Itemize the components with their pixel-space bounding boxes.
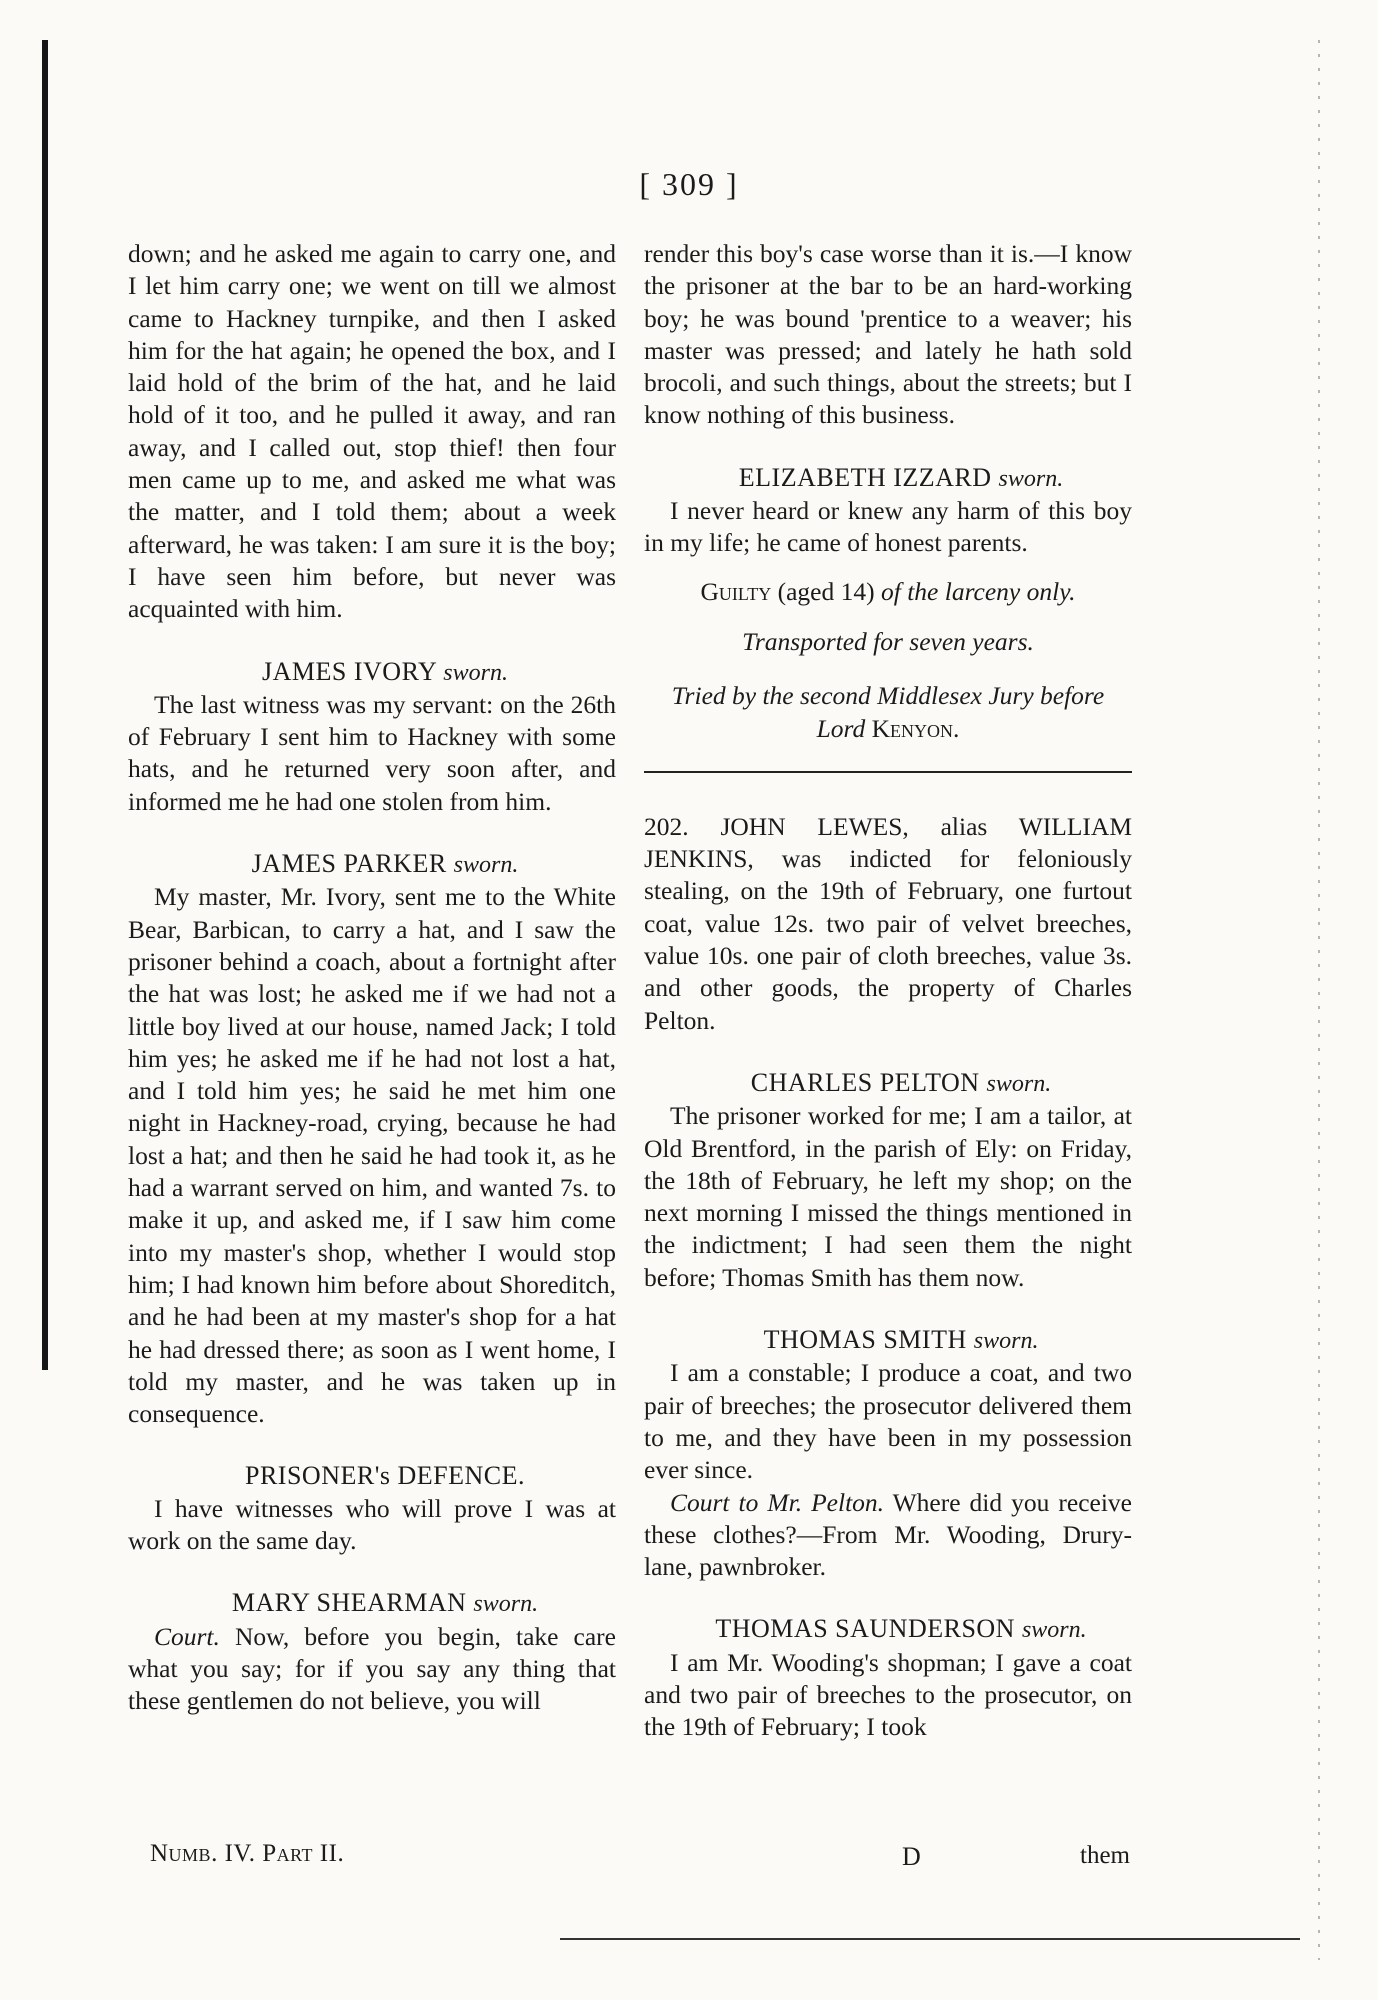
defence-heading: PRISONER's DEFENCE.: [245, 1461, 525, 1491]
verdict-age: (aged 14): [777, 576, 875, 606]
sworn-label: sworn.: [973, 1328, 1039, 1355]
continued-testimony: down; and he asked me again to carry one, and I let him carry one; we went on till we almost came to Hackney turnpike, and then I asked him for the hat again; he opened the box, and I laid hold of the brim of the hat, and he laid hold of it too, and he pulled it away, and ran away, and I called out, stop thief! then four men came up to me, and asked me what was the matter, and I told them; about a week afterward, he was taken: I am sure it is the boy; I have seen him before, but never was acquainted with him.: [128, 239, 616, 624]
witness-heading-parker: [128, 848, 616, 881]
page-number: [ 309 ]: [639, 166, 739, 202]
trial-line: [644, 680, 1132, 745]
witness-heading-pelton: [644, 1067, 1132, 1100]
court-admonition: Now, before you begin, take care what you say; for if you say any thing that these gentlemen do not believe, you will: [128, 1621, 616, 1716]
sworn-label: sworn.: [986, 1070, 1052, 1097]
continued-testimony: render this boy's case worse than it is.—I know the prisoner at the bar to be an hard-working boy; he was bound 'prentice to a weaver; his master was pressed; and lately he hath sold brocoli, and such things, about the streets; but I know nothing of this business.: [644, 239, 1132, 430]
right-margin-speckle: [1318, 40, 1320, 1960]
witness-heading-saunderson: [644, 1613, 1132, 1646]
sworn-label: sworn.: [1021, 1617, 1087, 1644]
verdict-detail: of the larceny only.: [881, 576, 1076, 606]
sworn-label: sworn.: [473, 1591, 539, 1618]
testimony-ivory: The last witness was my servant: on the 26th of February I sent him to Hackney with some hats, and he returned very soon after, and informed me he had one stolen from him.: [128, 689, 616, 816]
court-question: [644, 1487, 1132, 1584]
trial-lord: Lord: [816, 713, 866, 743]
testimony-izzard: I never heard or knew any harm of this boy in my life; he came of honest parents.: [644, 496, 1132, 558]
verdict-guilty: Guilty: [700, 576, 772, 606]
witness-name: THOMAS SAUNDERSON: [715, 1614, 1015, 1644]
witness-name: CHARLES PELTON: [750, 1067, 980, 1097]
sworn-label: sworn.: [998, 465, 1064, 492]
left-column: [128, 238, 616, 1717]
testimony-smith: I am a constable; I produce a coat, and two pair of breeches; the prosecutor delivered them to me, and they have been in my possession ever since.: [644, 1358, 1132, 1485]
witness-name: THOMAS SMITH: [763, 1325, 967, 1355]
witness-name: MARY SHEARMAN: [231, 1588, 467, 1618]
signature-mark: [150, 1840, 344, 1868]
testimony-parker: My master, Mr. Ivory, sent me to the White Bear, Barbican, to carry a hat, and I saw the prisoner behind a coach, about a fortnight after the hat was lost; he asked me if we had not a little boy lived at our house, named Jack; I told him yes; he asked me if he had not lost a hat, and I told him yes; he said he met him one night in Hackney-road, crying, because he had lost a hat; and then he said he had took it, as he had a warrant served on him, and wanted 7s. to make it up, and asked me, if I saw him come into my master's shop, whether I would stop him; I had known him before about Shoreditch, and he had been at my master's shop for a hat he had dressed there; as soon as I went home, I told my master, and he was taken up in consequence.: [128, 882, 616, 1429]
witness-heading-shearman: [128, 1587, 616, 1620]
court-label: Court.: [154, 1621, 220, 1651]
witness-name: JAMES PARKER: [251, 849, 447, 879]
court-exchange: Where did you receive these clothes?—From Mr. Wooding, Drury-lane, pawnbroker.: [644, 1487, 1132, 1582]
binding-edge-shadow: [42, 40, 48, 1370]
catchword: them: [1080, 1842, 1130, 1869]
case-divider-rule: [644, 771, 1132, 773]
witness-name: JAMES IVORY: [262, 656, 437, 686]
right-column: [644, 238, 1132, 1744]
testimony-pelton: The prisoner worked for me; I am a tailor, at Old Brentford, in the parish of Ely: on Friday, the 18th of February, he left my shop; on the next morning I missed the things mentioned in the indictment; I had seen them the night before; Thomas Smith has them now.: [644, 1101, 1132, 1292]
court-label: Court to Mr. Pelton.: [670, 1487, 885, 1517]
testimony-saunderson: I am Mr. Wooding's shopman; I gave a coat and two pair of breeches to the prosecutor, on the 19th of February; I took: [644, 1647, 1132, 1742]
signature-text: Numb. IV. Part II.: [150, 1840, 345, 1867]
witness-heading-izzard: [644, 462, 1132, 495]
witness-heading-ivory: [128, 656, 616, 689]
testimony-shearman: [128, 1621, 616, 1718]
bottom-edge-rule: [560, 1938, 1300, 1940]
verdict-line: [644, 576, 1132, 608]
case-indictment: 202. JOHN LEWES, alias WILLIAM JENKINS, was indicted for feloniously stealing, on the 19th of February, one furtout coat, value 12s. two pair of velvet breeches, value 10s. one pair of cloth breeches, value 3s. and other goods, the property of Charles Pelton.: [644, 811, 1132, 1035]
sentence-line: Transported for seven years.: [742, 626, 1034, 656]
defence-text: I have witnesses who will prove I was at work on the same day.: [128, 1493, 616, 1555]
trial-jury: Tried by the second Middlesex Jury before: [671, 681, 1105, 711]
sworn-label: sworn.: [443, 659, 508, 686]
sworn-label: sworn.: [453, 852, 519, 879]
witness-name: ELIZABETH IZZARD: [738, 462, 992, 492]
trial-judge: Kenyon.: [871, 713, 960, 743]
signature-letter: D: [902, 1842, 921, 1871]
witness-heading-smith: [644, 1324, 1132, 1357]
